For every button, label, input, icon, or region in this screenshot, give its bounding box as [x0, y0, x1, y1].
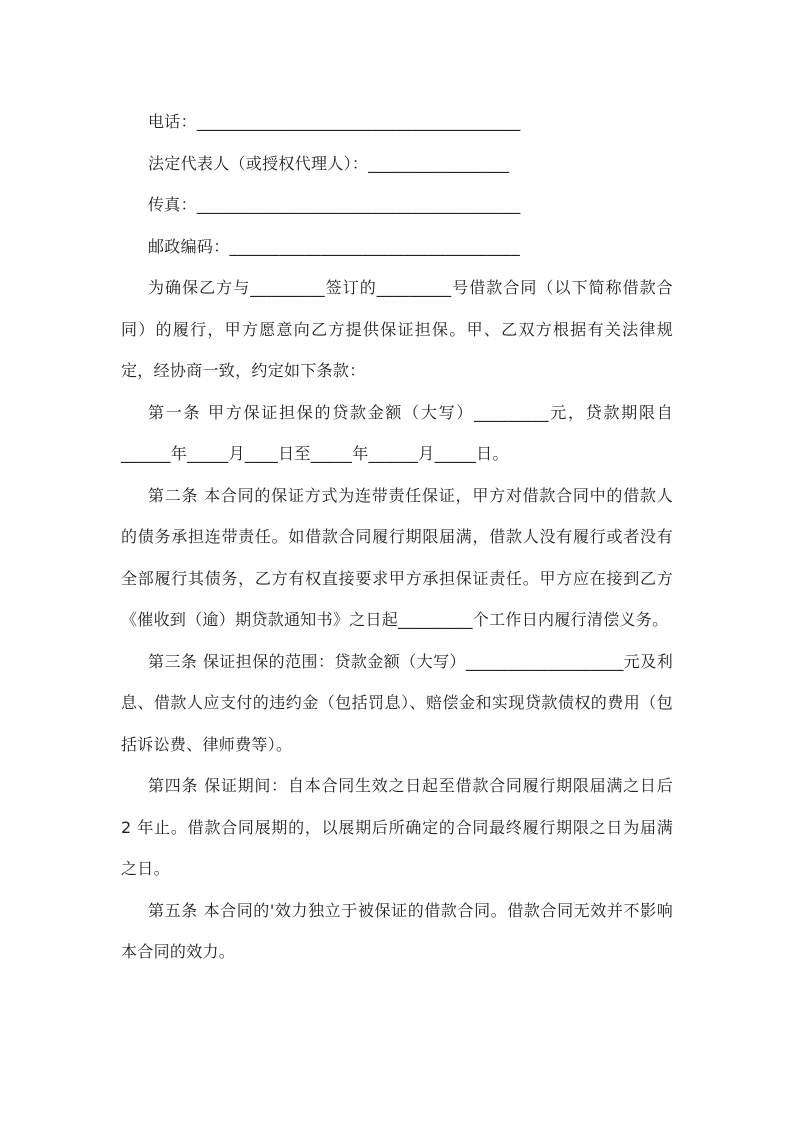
- legal-representative-field: [121, 143, 673, 185]
- legal-representative-label: 法定代表人（或授权代理人）：: [148, 153, 369, 173]
- postal-code-blank: ___________________________________: [229, 236, 521, 256]
- fax-field: [121, 184, 673, 226]
- article-5-paragraph: 第五条 本合同的'效力独立于被保证的借款合同。借款合同无效并不影响本合同的效力。: [121, 900, 673, 961]
- article-4-paragraph: 第四条 保证期间：自本合同生效之日起至借款合同履行期限届满之日后 2 年止。借款合同展期的，以展期后所确定的合同最终履行期限之日为届满之日。: [121, 776, 673, 878]
- legal-representative-blank: _________________: [368, 153, 510, 173]
- article-3-paragraph: 第三条 保证担保的范围：贷款金额（大写）___________________元及利息、借款人应支付的违约金（包括罚息）、赔偿金和实现贷款债权的费用（包括诉讼费、律师费等）。: [121, 651, 673, 754]
- postal-code-label: 邮政编码：: [148, 236, 230, 256]
- phone-label: 电话：: [148, 112, 197, 131]
- article-1-paragraph: 第一条 甲方保证担保的贷款金额（大写）_________元，贷款期限自______年_____月____日至_____年______月_____日。: [121, 402, 673, 463]
- article-2-paragraph: 第二条 本合同的保证方式为连带责任保证，甲方对借款合同中的借款人的债务承担连带责任。如借款合同履行期限届满，借款人没有履行或者没有全部履行其债务，乙方有权直接要求甲方承担保证责任。甲方应在接到乙方《催收到（逾）期贷款通知书》之日起_________个工作日内履行清偿义务。: [121, 485, 673, 629]
- fax-label: 传真：: [148, 195, 197, 214]
- phone-blank: _______________________________________: [196, 112, 521, 131]
- preamble-paragraph: 为确保乙方与_________签订的_________号借款合同（以下简称借款合同）的履行，甲方愿意向乙方提供保证担保。甲、乙双方根据有关法律规定，经协商一致，约定如下条款：: [121, 278, 673, 380]
- phone-field: [121, 101, 673, 143]
- fax-blank: _______________________________________: [196, 195, 521, 214]
- contract-body: [121, 101, 673, 973]
- postal-code-field: [121, 226, 673, 268]
